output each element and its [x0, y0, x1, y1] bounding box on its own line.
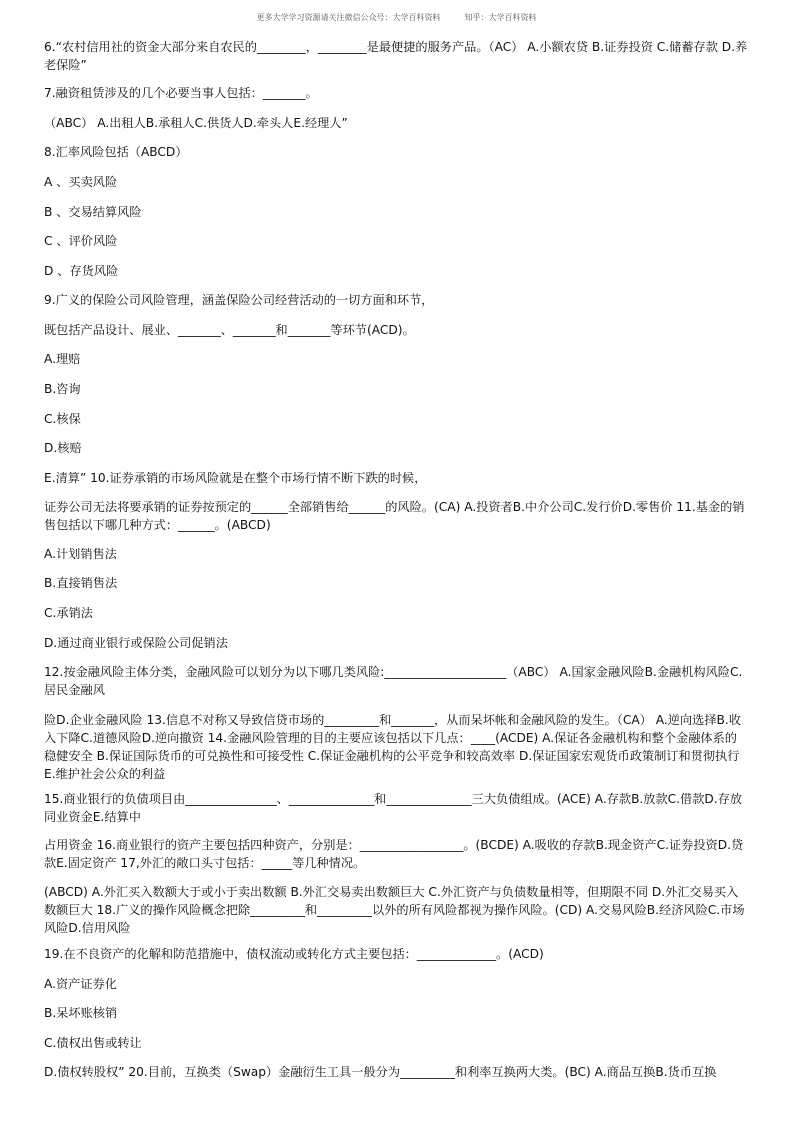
- question-8-option-d: D 、存货风险: [44, 264, 119, 278]
- question-7-answer: （ABC） A.出租人B.承租人C.供货人D.牵头人E.经理人”: [44, 116, 348, 130]
- question-12: 12.按金融风险主体分类，金融风险可以划分为以下哪几类风险:____________________（ABC） A.国家金融风险B.金融机构风险C.居民金融风: [44, 665, 743, 697]
- question-10-11: 证券公司无法将要承销的证券按预定的______全部销售给______的风险。(CA) A.投资者B.中介公司C.发行价D.零售价 11.基金的销售包括以下哪几种方式：______。(ABCD): [44, 500, 745, 532]
- question-19-20: D.债权转股权” 20.目前，互换类（Swap）金融衍生工具一般分为_________和利率互换两大类。(BC) A.商品互换B.货币互换: [44, 1065, 717, 1079]
- question-11-option-a: A.计划销售法: [44, 547, 117, 561]
- question-13-14: 险D.企业金融风险 13.信息不对称又导致信贷市场的_________和_______，从而呆坏帐和金融风险的发生。（CA） A.逆向选择B.收入下降C.道德风险D.逆向撤资 14.金融风险管理的目的主要应该包括以下几点：____(ACDE) A.保证各金融机构和整个金融体系的稳健安全 B.保证国际货币的可兑换性和可接受性 C.保证金融机构的公平竞争和较高效率 D.保证国家宏观货币政策制订和贯彻执行 E.维护社会公众的利益: [44, 713, 744, 781]
- question-7: 7.融资租赁涉及的几个必要当事人包括：_______。: [44, 86, 318, 100]
- question-9-cont: 既包括产品设计、展业、_______、_______和_______等环节(ACD)。: [44, 323, 415, 337]
- question-8-option-c: C 、评价风险: [44, 234, 118, 248]
- question-19-option-a: A.资产证券化: [44, 977, 117, 991]
- question-11-option-d: D.通过商业银行或保险公司促销法: [44, 636, 228, 650]
- question-8-option-b: B 、交易结算风险: [44, 205, 142, 219]
- question-9: 9.广义的保险公司风险管理，涵盖保险公司经营活动的一切方面和环节，: [44, 293, 434, 307]
- question-9-option-d: D.核赔: [44, 441, 82, 455]
- question-9-option-a: A.理赔: [44, 352, 81, 366]
- question-11-option-b: B.直接销售法: [44, 576, 118, 590]
- question-19-option-b: B.呆坏账核销: [44, 1006, 118, 1020]
- question-9-option-b: B.咨询: [44, 382, 81, 396]
- question-19-option-c: C.债权出售或转让: [44, 1036, 142, 1050]
- question-19: 19.在不良资产的化解和防范措施中，债权流动或转化方式主要包括：_____________。(ACD): [44, 947, 544, 961]
- question-8-option-a: A 、买卖风险: [44, 175, 118, 189]
- question-9-option-c: C.核保: [44, 412, 81, 426]
- question-10: E.清算” 10.证券承销的市场风险就是在整个市场行情不断下跌的时候，: [44, 471, 427, 485]
- question-16-17: 占用资金 16.商业银行的资产主要包括四种资产，分别是：_________________。(BCDE) A.吸收的存款B.现金资产C.证券投资D.贷款E.固定资产 17,外汇的敞口头寸包括：_____等几种情况。: [44, 838, 744, 870]
- question-11-option-c: C.承销法: [44, 606, 93, 620]
- question-15: 15.商业银行的负债项目由_______________、______________和______________三大负债组成。(ACE) A.存款B.放款C.借款D.存放同业资金E.结算中: [44, 792, 743, 824]
- question-6: 6.“农村信用社的资金大部分来自农民的________，________是最便捷的服务产品。（AC） A.小额农贷 B.证券投资 C.储蓄存款 D.养老保险”: [44, 40, 748, 72]
- question-8: 8.汇率风险包括（ABCD）: [44, 145, 188, 159]
- page-header: 更多大学学习资源请关注微信公众号：大学百科资料 知乎：大学百科资料: [256, 13, 537, 22]
- question-17-18: (ABCD) A.外汇买入数额大于或小于卖出数额 B.外汇交易卖出数额巨大 C.外汇资产与负债数量相等，但期限不同 D.外汇交易买入数额巨大 18.广义的操作风险概念把除_________和_________以外的所有风险都视为操作风险。(CD) A.交易风险B.经济风险C.市场风险D.信用风险: [44, 885, 745, 935]
